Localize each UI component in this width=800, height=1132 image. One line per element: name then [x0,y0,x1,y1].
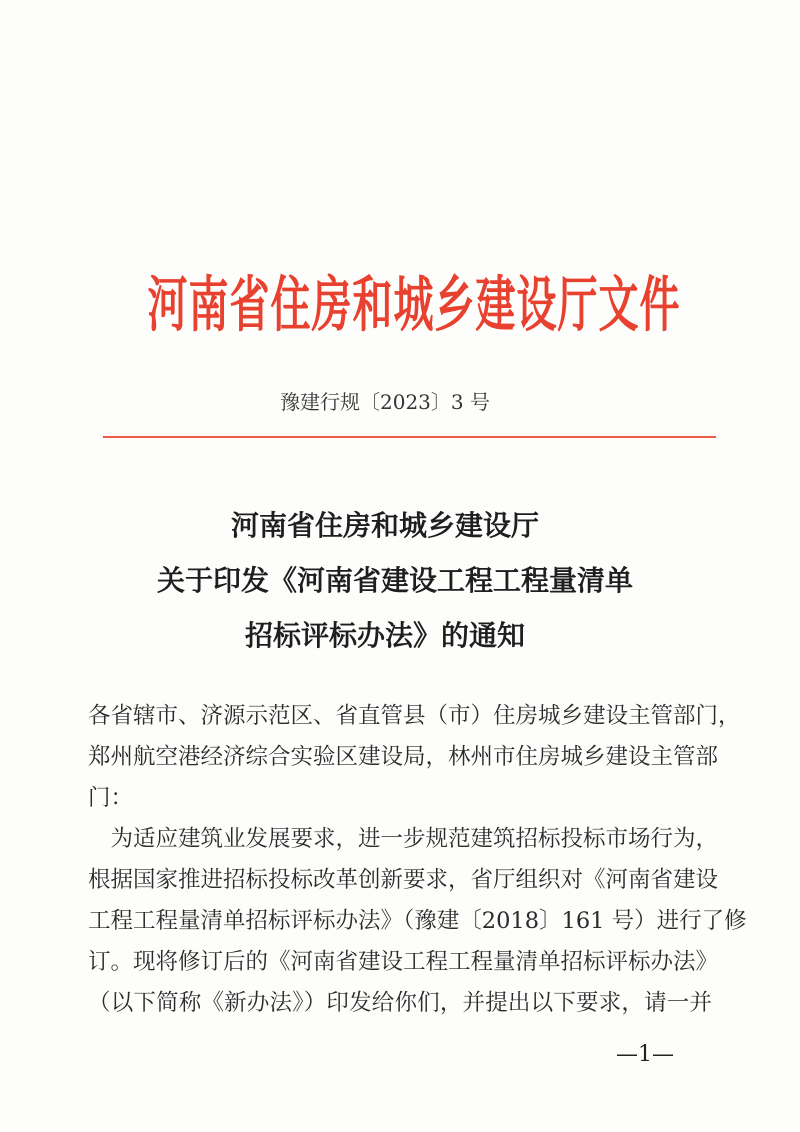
body-line: 根据国家推进招标投标改革创新要求，省厅组织对《河南省建设 [88,867,719,893]
body-line: 各省辖市、济源示范区、省直管县（市）住房城乡建设主管部门， [88,703,741,729]
notice-title-line-3: 招标评标办法》的通知 [244,619,525,652]
body-line: 工程工程量清单招标评标办法》（豫建〔2018〕161 号）进行了修 [88,908,747,934]
body-line: （以下简称《新办法》）印发给你们，并提出以下要求，请一并 [88,990,712,1016]
red-divider [103,436,716,438]
page-number: —1— [616,1042,674,1067]
body-line: 郑州航空港经济综合实验区建设局，林州市住房城乡建设主管部 [88,744,719,770]
body-line: 门： [88,785,134,811]
body-line: 为适应建筑业发展要求，进一步规范建筑招标投标市场行为， [88,826,719,852]
document-number: 豫建行规〔2023〕3 号 [280,390,490,414]
notice-title-line-1: 河南省住房和城乡建设厅 [230,509,539,542]
body-line: 订。现将修订后的《河南省建设工程工程量清单招标评标办法》 [88,949,719,975]
notice-title-line-2: 关于印发《河南省建设工程工程量清单 [156,564,633,597]
document-header-title: 河南省住房和城乡建设厅文件 [147,271,681,341]
